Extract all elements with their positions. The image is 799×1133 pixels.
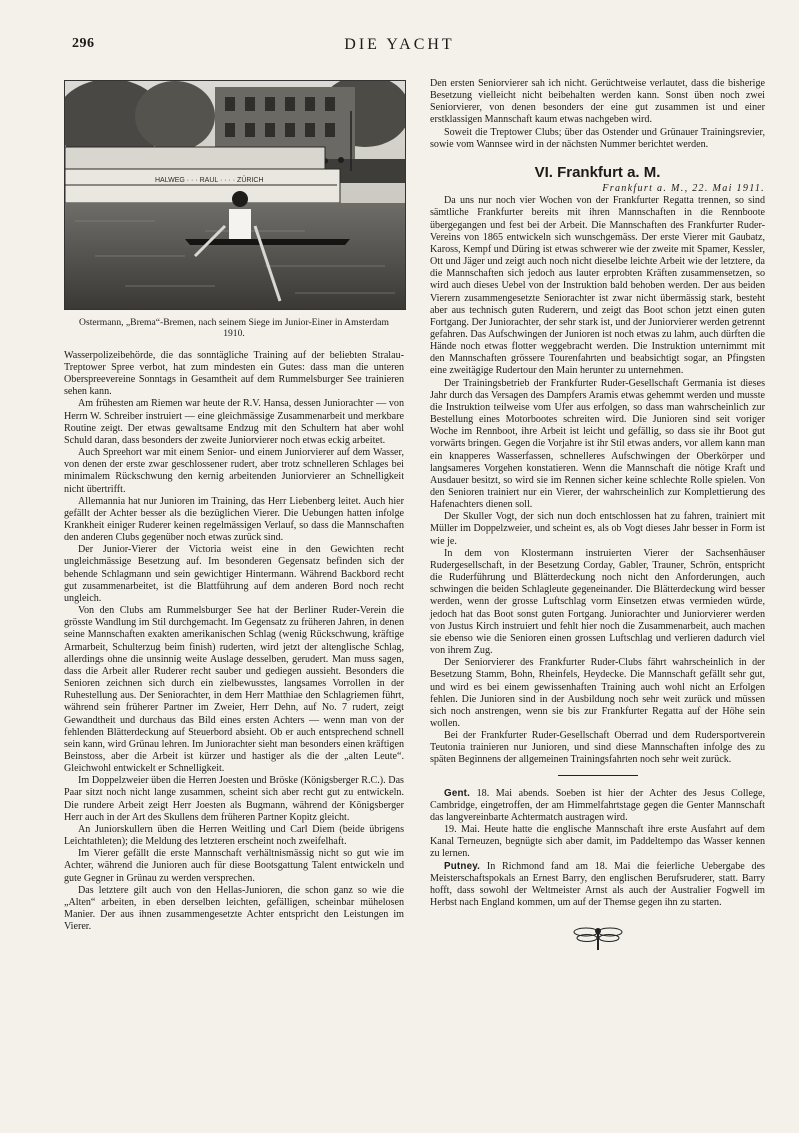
section-divider (558, 775, 638, 776)
frankfurt-paragraph: Der Trainingsbetrieb der Frankfurter Ruder-Gesellschaft Germania ist dieses Jahr durch das Versagen des Dampfers Aramis etwas gehemmt werden und musste die Instruktion teilweise vom Ufer aus erfolgen, so dass man wahrscheinlich zur Bestellung eines Motorbootes schreiten wird. Die Junioren sind seit voriger Woche im Rennboot, ihre Arbeit ist leicht und gefällig, so dass sie ihr Boot gut vorwärts bringen. Gegen die Vorjahre ist ihr Stil etwas anders, vor allem kann man ein knapperes Wasserfassen, schnelleres Aufschwingen der Oberkörper und langsameres Vorgehen konstatieren. Wenn die Mannschaft die nötige Kraft und Ausdauer besitzt, so wird sie im Rennen sicher keine schlechte Rolle spielen. Von den Senioren trainiert nur ein Vierer, der wahrscheinlich zur Komplettierung des Hafenachters dienen soll. (430, 377, 765, 511)
news-text: 19. Mai. Heute hatte die englische Mannschaft ihre erste Ausfahrt auf dem Kanal Terneuzen, begnügte sich aber damit, im Paddeltempo das Wasser kennen zu lernen. (430, 824, 765, 860)
left-paragraph: An Juniorskullern üben die Herren Weitling und Carl Diem (beide übrigens Leichtathleten); die Meldung des letzteren erscheint noch zweifelhaft. (64, 823, 404, 848)
frankfurt-paragraph: Da uns nur noch vier Wochen von der Frankfurter Regatta trennen, so sind sämtliche Frankfurter bereits mit ihren Mannschaften in die Rennboote übergegangen und fest bei der Arbeit. Die Mannschaften des Frankfurter Ruder-Vereins von 1865 entwickeln sich wunschgemäss. Der erste Vierer mit Gaubatz, Kaross, Kempf und Düring ist etwas schwerer wie der zweite mit Spamer, Kessler, Ott und Jäger und zeigt auch noch nicht dieselbe leichte Arbeit wie der letztere, da die Mannschaften sich jedoch aus lauter erprobten Kräften zusammensetzen, so wird auch dieses Uebel von der Instruktion bald behoben werden. Der aus beiden Vierern zusammengesetzte Seniorachter ist zwar nicht übermässig stark, besteht aber aus technisch guten Ruderern, und zeigt das Boot schon jetzt einen guten Fortgang. Der Juniorachter, der sehr stark ist, und der Juniorvierer werden getrennt gefahren. Das Aufschwingen der Junioren ist noch etwas zu lahm, auch dürften die Hände noch etwas flotter weggebracht werden. Die Instruktion unternimmt mit den Mannschaften grössere Tourenfahrten und beabsichtigt sogar, an Pfingsten eine zweitägige Rudertour den Main herunter zu unternehmen. (430, 195, 765, 377)
frankfurt-paragraph: Der Seniorvierer des Frankfurter Ruder-Clubs fährt wahrscheinlich in der Besetzung Stamm, Bohn, Rheinfels, Heydecke. Die Mannschaft gefällt sehr gut, und wird es bei einem gewissenhaften Training auch wohl nicht an Erfolgen fehlen. Die Junioren sind in der Ausbildung noch sehr weit zurück und müssen sich noch anstrengen, wenn sie bis zur Frankfurter Regatta auf der Höhe sein wollen. (430, 657, 765, 729)
frankfurt-paragraph: Bei der Frankfurter Ruder-Gesellschaft Oberrad und dem Rudersportverein Teutonia trainieren nur Junioren, und sind diese Mannschaften infolge des zu späten Beginnens der allgemeinen Trainingsfahrten noch sehr weit zurück. (430, 730, 765, 766)
left-paragraph: Das letztere gilt auch von den Hellas-Junioren, die schon ganz so wie die „Alten“ arbeiten, in eben derselben leichten, gefälligen, scheinbar mühelosen Manier. Der aus ihnen zusammengesetzte Achter entspricht den Leistungen im Vierer. (64, 884, 404, 933)
left-paragraph: Auch Spreehort war mit einem Senior- und einem Juniorvierer auf dem Wasser, von denen der erste zwar geschlossener rudert, aber trotz schnelleren Schlages bei minimalem Rückschwung den kernig arbeitenden Juniorvierer an Schnelligkeit nicht übertrifft. (64, 447, 404, 495)
page-number: 296 (72, 36, 95, 51)
left-paragraph: Wasserpolizeibehörde, die das sonntägliche Training auf der beliebten Stralau-Treptower Spree verbot, hat zum mindesten ein Gutes: dass man die unteren Oberspreevereine Sonntags in Gesamtheit auf dem Rummelsburger See trainieren sehen kann. (64, 349, 404, 398)
left-paragraph: Allemannia hat nur Junioren im Training, das Herr Liebenberg leitet. Auch hier gefällt der Achter besser als die bezüglichen Vierer. Die Uebungen hatten infolge Krankheit einiger Ruderer keinen regelmässigen Verlauf, so dass die Mannschaften den anderen Clubs gegenüber noch etwas zurück sind. (64, 495, 404, 544)
dateline: Frankfurt a. M., 22. Mai 1911. (602, 183, 765, 195)
news-text: 18. Mai abends. Soeben ist hier der Achter des Jesus College, Cambridge, eingetroffen, der am Himmelfahrtstage gegen die Genter Mannschaft das langvereinbarte Achtermatch austragen wird. (430, 787, 765, 823)
news-text: In Richmond fand am 18. Mai die feierliche Uebergabe des Meisterschaftspokals an Ernest Barry, den englischen Berufsruderer, statt. Barry hofft, dass sowohl der Weltmeister Arnst als auch der Australier Fogwell im Herbst nach England kommen, um auf der Themse gegen ihn zu starten. (430, 860, 765, 908)
left-column (64, 80, 404, 933)
news-item (430, 788, 765, 824)
news-place: Gent. (444, 787, 471, 799)
news-item (430, 824, 765, 860)
dragonfly-ornament-icon (571, 923, 625, 951)
news-place: Putney. (444, 860, 481, 872)
rower-photo (64, 80, 406, 310)
right-paragraph: Den ersten Seniorvierer sah ich nicht. Gerüchtweise verlautet, dass die bisherige Besetzung vielleicht nicht beibehalten werden kann. Sonst üben noch zwei Seniorvierer, von denen besonders der eine gut zusammen ist und einer erstklassigen Mannschaft kaum etwas nachgeben wird. (430, 78, 765, 126)
frankfurt-paragraph: In dem von Klostermann instruierten Vierer der Sachsenhäuser Rudergesellschaft, in der Besetzung Corday, Gabler, Trauner, Schrön, entspricht die Ruderführung und Blätterdeckung noch nicht den Anforderungen, auch schwingen die beiden Schlagleute gegeneinander. Die Blätterdeckung wird besser werden, wenn der grosse Luftschlag vorm Einsetzen etwas vermieden würde, jedoch hat das Boot sonst guten Fortgang. Juniorachter und Juniorvierer werden von Justus Kirch instruiert und fehlt hier noch die Zusammenarbeit, auch machen sie ebenso wie die Senioren einen grossen Luftschlag und verlieren dadurch viel von ihrem Zug. (430, 547, 765, 657)
boat-banner: HALWEG · · · RAUL · · · · ZÜRICH (155, 177, 264, 184)
section-heading: VI. Frankfurt a. M. (534, 163, 661, 181)
left-paragraph: Im Doppelzweier üben die Herren Joesten und Bröske (Königsberger R.C.). Das Paar sitzt noch nicht lange zusammen, scheint sich aber recht gut zu entwickeln. Die rundere Arbeit zeigt Herr Joesten als Bugmann, während der Königsberger Herr auch in der Art des Skullens dem früheren Partner Kopitz gleicht. (64, 775, 404, 823)
left-paragraph: Im Vierer gefällt die erste Mannschaft verhältnismässig nicht so gut wie im Achter, während die Junioren auch für diese Bootsgattung Talent entwickeln und gute Gegner in Grünau zu werden versprechen. (64, 848, 404, 884)
left-paragraph: Am frühesten am Riemen war heute der R.V. Hansa, dessen Juniorachter — von Herrn W. Schreiber instruiert — eine gleichmässige Zusammenarbeit und merkbare Routine zeigt. Der etwas gewaltsame Endzug mit den Schultern hat aber wohl Schuld daran, dass besonders der zweite Juniorvierer noch etwas eckig arbeitet. (64, 398, 404, 446)
photo-caption: Ostermann, „Brema“-Bremen, nach seinem Siege im Junior-Einer in Amsterdam 1910. (79, 317, 389, 340)
right-column (430, 78, 765, 951)
left-paragraph: Der Junior-Vierer der Victoria weist eine in den Gewichten recht ungleichmässige Besetzung auf. Im besonderen Gegensatz befinden sich der behende Schlagmann und sein gewichtiger Hintermann. Während Backbord recht gut zusammenarbeitet, ist die Blattführung auf dem anderen Bord noch recht ungleich. (64, 544, 404, 604)
right-paragraph: Soweit die Treptower Clubs; über das Ostender und Grünauer Trainingsrevier, sowie vom Wannsee wird in der nächsten Nummer berichtet werden. (430, 126, 765, 150)
news-item (430, 861, 765, 910)
rower-photo-image (65, 81, 405, 309)
left-paragraph: Von den Clubs am Rummelsburger See hat der Berliner Ruder-Verein die grösste Wandlung im Stil durchgemacht. Im Gegensatz zu früheren Jahren, in denen seine Mannschaften exakten amerikanischen Schlag (wenig Rückschwung, kräftige Armarbeit, Schulterzug beim finish) ruderten, wird jetzt der altenglische Schlag, allerdings ohne die unsinnig weite Auslage desselben, gerudert. Man muss sagen, dass die Arbeit aller Ruderer recht sauber und gediegen aussieht. Besonders die Senioren zeichnen sich durch ein zielbewusstes, langsames Vorrollen in der Ruhestellung aus. Der Seniorachter, in dem Herr Matthiae den Schlagriemen führt, während sein früherer Partner im Zweier, Herr Dehn, auf No. 7 rudert, zeigt Gewandtheit und durchaus das Bild eines ersten Achters — wenn man von der fehlenden Blätterdeckung auf Steuerbord absieht. Ob er auch entsprechend schnell sein kann, wird Grünau lehren. Im Juniorachter sieht man besonders einen kräftigen Beinstoss, aber die Arbeit ist kürzer und hastiger als die der „alten Leute“. Gleichwohl entwickelt er Schnelligkeit. (64, 605, 404, 775)
running-head: DIE YACHT (344, 36, 455, 53)
frankfurt-paragraph: Der Skuller Vogt, der sich nun doch entschlossen hat zu fahren, trainiert mit Müller im Doppelzweier, und scheint es, als ob Vogt dieses Jahr besser in Form ist wie je. (430, 511, 765, 547)
